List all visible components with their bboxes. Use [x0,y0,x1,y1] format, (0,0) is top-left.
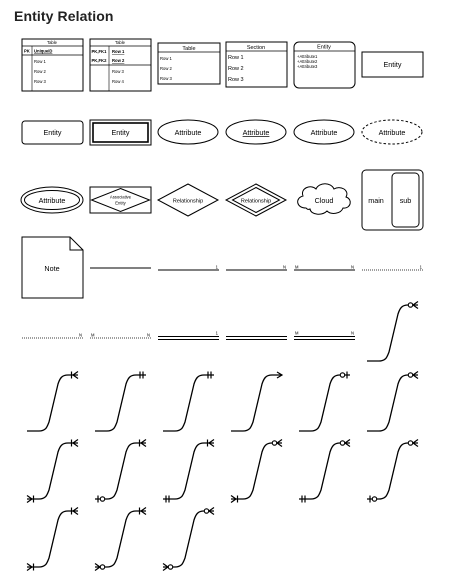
attribute-label: Attribute [242,128,270,137]
table-title: Table [182,46,196,52]
cloud-label: Cloud [314,196,334,205]
er-line-double-one[interactable] [158,331,219,340]
note-shape[interactable] [22,237,83,298]
table-row: Row 2 [112,58,125,63]
entity-attribute: +Attribute1 [297,54,318,59]
er-line-m-n[interactable] [294,265,355,271]
table-row: Row 2 [34,69,46,74]
relation-one-to-one-connector[interactable] [95,372,146,432]
table-row: Row 1 [160,56,172,61]
cardinality-label: 1 [215,330,218,336]
er-identifying-relationship-shape[interactable] [226,184,286,216]
entity-label: Entity [111,128,130,137]
associative-label: Entity [115,200,126,206]
relation-zero-one-to-zero-many-connector[interactable] [367,440,418,503]
relationship-label: Relationship [240,198,272,205]
table-unique-field: UniqueID [34,48,53,54]
er-line-n[interactable] [226,265,287,271]
relation-many-to-many-connector-2[interactable] [27,508,78,571]
table-key-label: PK,FK2 [91,58,107,63]
panel-title: Entity Relation [14,8,114,24]
er-weak-entity-shape[interactable] [90,120,151,145]
relation-connector-group [27,302,418,571]
table-row: Row 3 [34,79,46,84]
relationship-label: Relationship [172,198,204,205]
relation-zero-or-one-connector[interactable] [299,372,350,432]
er-entity-rounded-shape[interactable] [22,121,83,144]
table-row: Row 4 [112,79,124,84]
entity-label: Entity [43,128,62,137]
table-row: Row 1 [112,49,125,54]
cardinality-label: N [350,264,354,270]
attribute-label: Attribute [310,128,338,137]
relation-zero-many-to-many-connector[interactable] [95,508,146,571]
cardinality-label: 1 [215,264,218,270]
section-row: Row 3 [228,77,244,83]
section-row: Row 1 [228,55,244,61]
er-table-shape[interactable] [22,39,83,91]
relation-one-to-zero-many-connector[interactable] [299,440,350,503]
er-table-fk-shape[interactable] [90,39,151,91]
table-key-label: PK,FK1 [91,49,107,54]
er-key-attribute-shape[interactable] [226,120,286,144]
table-row: Row 2 [160,66,172,71]
er-derived-attribute-shape[interactable] [362,120,422,144]
main-label: main [368,196,384,205]
relation-arrow-connector[interactable] [231,372,282,431]
er-relationship-shape[interactable] [158,184,218,216]
cardinality-label: N [78,332,82,338]
cardinality-label: N [282,264,286,270]
relation-zero-to-many-connector[interactable] [367,302,418,362]
entity-attribute: +Attribute2 [297,59,318,64]
er-multivalued-attribute-shape[interactable] [21,187,83,213]
table-row: Row 3 [112,69,124,74]
attribute-label: Attribute [38,196,66,205]
cardinality-label: 1 [419,264,422,270]
cardinality-label: N [146,332,150,338]
cardinality-label: M [91,332,95,338]
relation-optional-many-connector[interactable] [95,440,146,503]
er-main-sub-shape[interactable] [362,170,423,230]
er-attribute-shape-2[interactable] [294,120,354,144]
er-line-double[interactable] [226,337,287,340]
er-associative-entity-shape[interactable] [90,187,151,213]
er-line-dotted-m-n[interactable] [90,333,151,339]
sub-label: sub [399,196,412,205]
relation-one-to-many-connector-2[interactable] [163,440,214,503]
attribute-label: Attribute [174,128,202,137]
er-line-dotted-n[interactable] [22,333,83,339]
er-entity-list-shape[interactable] [294,42,355,88]
entity-title: Entity [317,44,331,51]
cloud-shape[interactable] [298,184,351,214]
note-label: Note [44,264,60,273]
table-row: Row 1 [34,59,46,64]
cardinality-label: N [350,330,354,336]
relation-zero-many-both-connector[interactable] [163,508,214,571]
er-entity-shape[interactable] [362,52,423,77]
cardinality-label: M [295,264,299,270]
entity-attribute: +Attribute3 [297,64,318,69]
er-line-double-m-n[interactable] [294,331,355,340]
entity-label: Entity [383,60,402,69]
table-title: Table [114,40,126,45]
section-row: Row 2 [228,66,244,72]
er-section-shape[interactable] [226,42,287,87]
relation-many-to-many-connector[interactable] [27,440,78,503]
attribute-label: Attribute [378,128,406,137]
table-title: Table [46,40,58,45]
er-line-dotted-one[interactable] [362,265,423,271]
relation-many-to-zero-many-connector[interactable] [231,440,282,503]
relation-mandatory-one-connector[interactable] [163,372,214,432]
er-simple-table-shape[interactable] [158,43,220,84]
table-row: Row 3 [160,76,172,81]
er-attribute-shape[interactable] [158,120,218,144]
er-line-one[interactable] [158,265,219,271]
table-pk-label: PK [24,48,30,54]
associative-label: Associative [109,194,132,200]
section-title: Section [246,45,266,51]
cardinality-label: M [295,330,299,336]
relation-zero-or-many-connector[interactable] [367,372,418,432]
relation-one-to-many-connector[interactable] [27,372,78,432]
